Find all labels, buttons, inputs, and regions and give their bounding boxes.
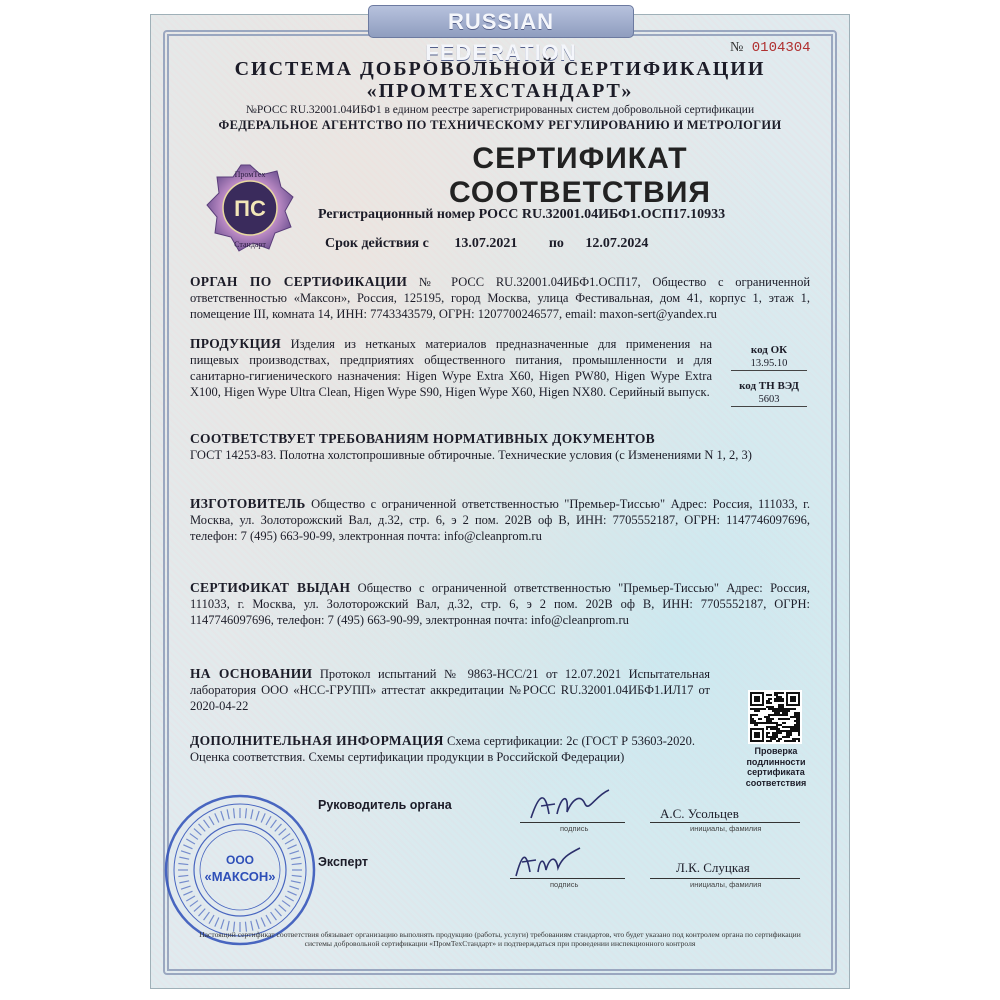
conformity-text: ГОСТ 14253-83. Полотна холстопрошивные обтирочные. Технические условия (с Изменениями N 1, 2, 3) xyxy=(190,448,752,462)
organ-heading: ОРГАН ПО СЕРТИФИКАЦИИ xyxy=(190,274,408,289)
head-name-line xyxy=(650,822,800,823)
extra-text: Схема сертификации: 2с (ГОСТ Р 53603-2020. Оценка соответствия. Схемы сертификации продукции в Российской Федерации) xyxy=(190,734,695,764)
product-section xyxy=(190,336,712,400)
promtech-logo xyxy=(205,163,295,253)
tnved-code-box xyxy=(731,380,807,407)
validity-period xyxy=(325,236,648,252)
head-signature xyxy=(525,784,615,824)
tnved-value: 5603 xyxy=(758,394,780,405)
issued-heading: СЕРТИФИКАТ ВЫДАН xyxy=(190,580,351,595)
validity-from: 13.07.2021 xyxy=(454,236,518,251)
head-name-caption: инициалы, фамилия xyxy=(690,824,762,833)
certification-body-section xyxy=(190,274,810,322)
issued-text: Общество с ограниченной ответственностью "Премьер-Тиссью" Адрес: Россия, 111033, г. Москва, ул. Золоторожский Вал, д.32, стр. 6, э 2 пом. 202В оф В, ИНН: 7705552187, ОГРН: 1147746097696, телефон: 7 (495) 663-90-99, электронная почта: info@cleanprom.ru xyxy=(190,581,810,627)
certificate-title: СЕРТИФИКАТ СООТВЕТСТВИЯ xyxy=(449,142,711,209)
reg-value: РОСС RU.32001.04ИБФ1.ОСП17.10933 xyxy=(478,207,726,222)
head-sign-line xyxy=(520,822,625,823)
basis-heading: НА ОСНОВАНИИ xyxy=(190,666,313,681)
head-label: Руководитель органа xyxy=(318,798,452,812)
issued-section xyxy=(190,580,810,628)
qr-code[interactable] xyxy=(748,690,802,744)
additional-info-section xyxy=(190,733,695,765)
expert-sign-caption: подпись xyxy=(550,880,579,889)
qr-caption: Проверка подлинности сертификата соответствия xyxy=(745,746,807,788)
registry-note: №РОСС RU.32001.04ИБФ1 в едином реестре зарегистрированных систем добровольной сертификации xyxy=(245,104,755,116)
validity-to-label: по xyxy=(548,236,564,251)
expert-name-caption: инициалы, фамилия xyxy=(690,880,762,889)
manufacturer-heading: ИЗГОТОВИТЕЛЬ xyxy=(190,496,306,511)
expert-signature xyxy=(510,840,590,880)
expert-name: Л.К. Слуцкая xyxy=(676,860,750,875)
conformity-heading: СООТВЕТСТВУЕТ ТРЕБОВАНИЯМ НОРМАТИВНЫХ ДОКУМЕНТОВ xyxy=(190,431,655,446)
company-stamp xyxy=(160,790,320,950)
okpd-value: 13.95.10 xyxy=(750,358,788,369)
product-heading: ПРОДУКЦИЯ xyxy=(190,336,282,351)
serial-prefix: № xyxy=(730,40,744,55)
footer-note: Настоящий сертификат соответствия обязывает организацию выполнять продукцию (работы, услуги) требованиям стандартов, что будет указано под контролем органа по сертификации системы добровольной сертификации «ПромТехСтандарт» и подтверждаться при проведении инспекционного контроля xyxy=(199,930,801,948)
basis-section xyxy=(190,666,710,714)
expert-sign-line xyxy=(510,878,625,879)
conformity-section xyxy=(190,431,810,463)
system-name: «ПРОМТЕХСТАНДАРТ» xyxy=(366,80,634,102)
head-sign-caption: подпись xyxy=(560,824,589,833)
extra-heading: ДОПОЛНИТЕЛЬНАЯ ИНФОРМАЦИЯ xyxy=(190,733,444,748)
product-text: Изделия из нетканых материалов предназначенные для применения на пищевых производствах, предприятиях общественного питания, промышленности и для санитарно-гигиенического назначения: Higen Wype Extra X60, Higen PW80, Higen Wype Extra X100, Higen Wype Ultra Clean, Higen Wype S90, Higen Wype X60, Higen NX80. Серийный выпуск. xyxy=(190,337,712,399)
serial-number xyxy=(730,40,811,56)
registration-number xyxy=(318,207,725,223)
logo-mark: ПС xyxy=(234,196,266,221)
stamp-center-top: ООО xyxy=(225,853,255,867)
serial-value: 0104304 xyxy=(751,40,811,56)
system-title: СИСТЕМА ДОБРОВОЛЬНОЙ СЕРТИФИКАЦИИ xyxy=(234,58,766,80)
okpd-code-box xyxy=(731,344,807,371)
validity-label: Срок действия с xyxy=(325,236,429,251)
okpd-label: код ОК xyxy=(750,344,788,356)
manufacturer-section xyxy=(190,496,810,544)
organ-text: № РОСС RU.32001.04ИБФ1.ОСП17, Общество с ограниченной ответственностью «Максон», Россия, 125195, город Москва, улица Фестивальная, дом 41, корпус 1, этаж 1, помещение III, комната 14, ИНН: 7743343579, ОГРН: 1207700246577, email: maxon-sert@yandex.ru xyxy=(190,275,811,321)
expert-name-line xyxy=(650,878,800,879)
tnved-label: код ТН ВЭД xyxy=(739,380,799,392)
basis-text: Протокол испытаний № 9863-НСС/21 от 12.07.2021 Испытательная лаборатория ООО «НСС-ГРУПП» аттестат аккредитации №РОСС RU.32001.04ИБФ1.ИЛ17 от 2020-04-22 xyxy=(190,667,711,713)
expert-label: Эксперт xyxy=(318,855,369,869)
country-banner: RUSSIAN FEDERATION xyxy=(368,5,634,38)
manufacturer-text: Общество с ограниченной ответственностью "Премьер-Тиссью" Адрес: Россия, 111033, г. Москва, ул. Золоторожский Вал, д.32, стр. 6, э 2 пом. 202В оф В, ИНН: 7705552187, ОГРН: 1147746097696, телефон: 7 (495) 663-90-99, электронная почта: info@cleanprom.ru xyxy=(190,497,811,543)
stamp-center-name: «МАКСОН» xyxy=(204,869,276,884)
reg-label: Регистрационный номер xyxy=(318,207,476,222)
logo-top-text: ПромТех xyxy=(234,170,266,179)
head-name: А.С. Усольцев xyxy=(660,806,739,821)
logo-bottom-text: Стандарт xyxy=(234,240,266,249)
validity-to: 12.07.2024 xyxy=(585,236,649,251)
agency-name: ФЕДЕРАЛЬНОЕ АГЕНТСТВО ПО ТЕХНИЧЕСКОМУ РЕГУЛИРОВАНИЮ И МЕТРОЛОГИИ xyxy=(218,118,782,132)
